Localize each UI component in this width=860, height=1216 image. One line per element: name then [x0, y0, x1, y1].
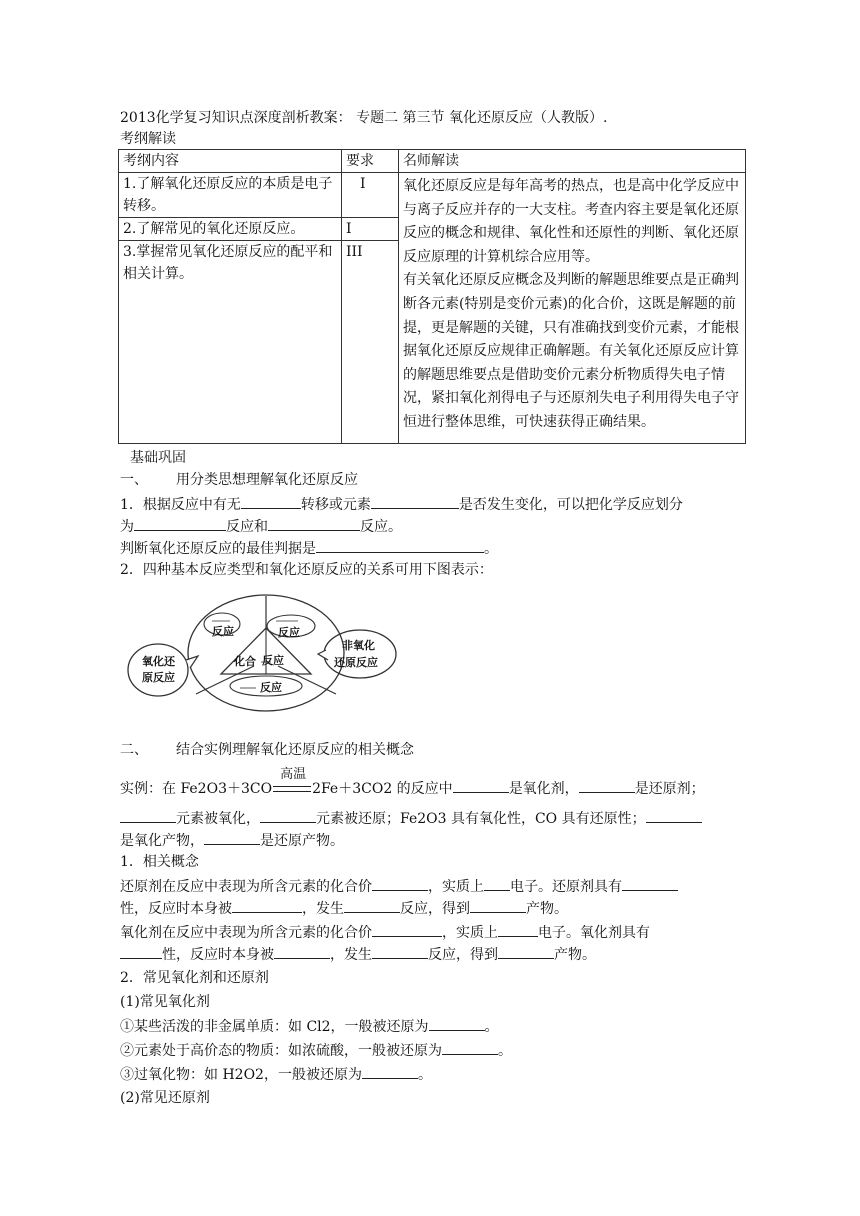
table-row: [119, 173, 746, 218]
answer-blank[interactable]: [498, 944, 554, 959]
oxidant-line-2: 性，反应时本身被 ，发生 反应，得到 产物。: [120, 944, 596, 965]
table-header: 考纲内容: [119, 150, 342, 173]
part1-heading: [120, 470, 358, 490]
left-bubble: [128, 644, 188, 696]
example-line-3: 是氧化产物， 是还原产物。: [120, 830, 344, 851]
table-cell-level: III: [342, 241, 399, 444]
diagram-label-center-b: 反应: [262, 654, 284, 667]
answer-blank[interactable]: [498, 922, 538, 937]
question-1-line-1: 1．根据反应中有无 转移或元素 是否发生变化，可以把化学反应划分: [120, 494, 683, 515]
diagram-label-left-2: 原反应: [142, 671, 175, 684]
diagram-label-left-1: 氧化还: [142, 655, 175, 668]
concepts-title: 1．相关概念: [120, 854, 199, 870]
diagram-label-center-a: 化合: [234, 655, 256, 668]
answer-blank[interactable]: [344, 898, 400, 913]
table-cell-level: I: [342, 218, 399, 241]
table-cell-content: 2.了解常见的氧化还原反应。: [119, 218, 342, 241]
section-heading-kaogang: 考纲解读: [120, 131, 176, 147]
diagram-label-r1: 反应: [212, 625, 234, 638]
heading-text: 用分类思想理解氧化还原反应: [176, 472, 358, 488]
answer-blank[interactable]: [371, 494, 459, 509]
answer-blank[interactable]: [120, 944, 162, 959]
answer-blank[interactable]: [316, 538, 484, 553]
answer-blank[interactable]: [470, 898, 526, 913]
oxidant-item-3: ③过氧化物：如 H2O2，一般被还原为 。: [120, 1064, 432, 1085]
answer-blank[interactable]: [442, 1040, 498, 1055]
document-title: 2013化学复习知识点深度剖析教案： 专题二 第三节 氧化还原反应（人教版）.: [120, 110, 608, 126]
syllabus-table: [118, 149, 746, 444]
answer-blank[interactable]: [241, 494, 301, 509]
answer-blank[interactable]: [372, 944, 428, 959]
table-header-row: [119, 150, 746, 173]
oxidant-line-1: 氧化剂在反应中表现为所含元素的化合价 ，实质上 电子。氧化剂具有: [120, 922, 650, 943]
answer-blank[interactable]: [372, 876, 428, 891]
table-cell-content: 1.了解氧化还原反应的本质是电子转移。: [119, 173, 342, 218]
table-cell-content: 3.掌握常见氧化还原反应的配平和相关计算。: [119, 241, 342, 444]
answer-blank[interactable]: [120, 808, 176, 823]
answer-blank[interactable]: [622, 876, 678, 891]
example-line-2: 元素被氧化， 元素被还原；Fe2O3 具有氧化性，CO 具有还原性；: [120, 808, 702, 829]
answer-blank[interactable]: [134, 516, 226, 531]
answer-blank[interactable]: [362, 1064, 418, 1079]
answer-blank[interactable]: [232, 898, 302, 913]
answer-blank[interactable]: [372, 922, 442, 937]
common-agents-title: 2．常见氧化剂和还原剂: [120, 970, 269, 986]
part2-heading: [120, 740, 414, 760]
heading-number: 一、: [120, 472, 148, 488]
answer-blank[interactable]: [268, 516, 360, 531]
diagram-label-right-2: 还原反应: [334, 656, 378, 669]
table-cell-commentary: [399, 173, 746, 444]
commentary-paragraph: 氧化还原反应是每年高考的热点，也是高中化学反应中与离子反应并存的一大支柱。考查内容主要是氧化还原反应的概念和规律、氧化性和还原性的判断、氧化还原反应原理的计算机综合应用等。: [403, 178, 739, 265]
commentary-paragraph: 有关氧化还原反应概念及判断的解题思维要点是正确判断各元素(特别是变价元素)的化合价，这既是解题的前提，更是解题的关键，只有准确找到变价元素，才能根据氧化还原反应规律正确解题。有关氧化还原反应计算的解题思维要点是借助变价元素分析物质得失电子情况，紧扣氧化剂得电子与还原剂失电子利用得失电子守恒进行整体思维，可快速获得正确结果。: [403, 272, 739, 430]
oxidant-item-2: ②元素处于高价态的物质：如浓硫酸，一般被还原为 。: [120, 1040, 512, 1061]
reductant-line-2: 性，反应时本身被 ，发生 反应，得到 产物。: [120, 898, 568, 919]
high-temp-equals: [272, 767, 312, 799]
reaction-types-diagram: [126, 588, 406, 724]
table-header: 要求: [342, 150, 399, 173]
oxidant-item-1: ①某些活泼的非金属单质：如 Cl2，一般被还原为 。: [120, 1016, 499, 1037]
reductants-title: (2)常见还原剂: [120, 1090, 210, 1106]
question-1-line-2: 为 反应和 反应。: [120, 516, 402, 537]
heading-text: 结合实例理解氧化还原反应的相关概念: [176, 742, 414, 758]
reductant-line-1: 还原剂在反应中表现为所含元素的化合价 ，实质上 电子。还原剂具有: [120, 876, 678, 897]
answer-blank[interactable]: [429, 1016, 485, 1031]
answer-blank[interactable]: [484, 876, 510, 891]
oxidants-title: (1)常见氧化剂: [120, 994, 210, 1010]
answer-blank[interactable]: [453, 778, 509, 793]
right-bubble: [324, 630, 396, 678]
diagram-label-bottom: 反应: [260, 681, 282, 694]
answer-blank[interactable]: [260, 808, 316, 823]
example-line-1: 实例：在 Fe2O3＋3CO 高温 2Fe＋3CO2 的反应中 是氧化剂， 是还原剂；: [120, 767, 705, 797]
section-heading-jichu: 基础巩固: [130, 450, 186, 466]
answer-blank[interactable]: [579, 778, 635, 793]
reaction-condition: 高温: [280, 767, 307, 782]
table-cell-level: Ⅰ: [342, 173, 399, 218]
heading-number: 二、: [120, 742, 148, 758]
question-2: 2．四种基本反应类型和氧化还原反应的关系可用下图表示：: [120, 562, 493, 578]
table-header: 名师解读: [399, 150, 746, 173]
answer-blank[interactable]: [646, 808, 702, 823]
answer-blank[interactable]: [274, 944, 330, 959]
diagram-label-r2: 反应: [278, 626, 300, 639]
answer-blank[interactable]: [204, 830, 260, 845]
right-bubble-pointer: [318, 650, 328, 660]
diagram-label-right-1: 非氧化: [342, 639, 375, 652]
judgement-line: 判断氧化还原反应的最佳判据是 。: [120, 538, 498, 559]
